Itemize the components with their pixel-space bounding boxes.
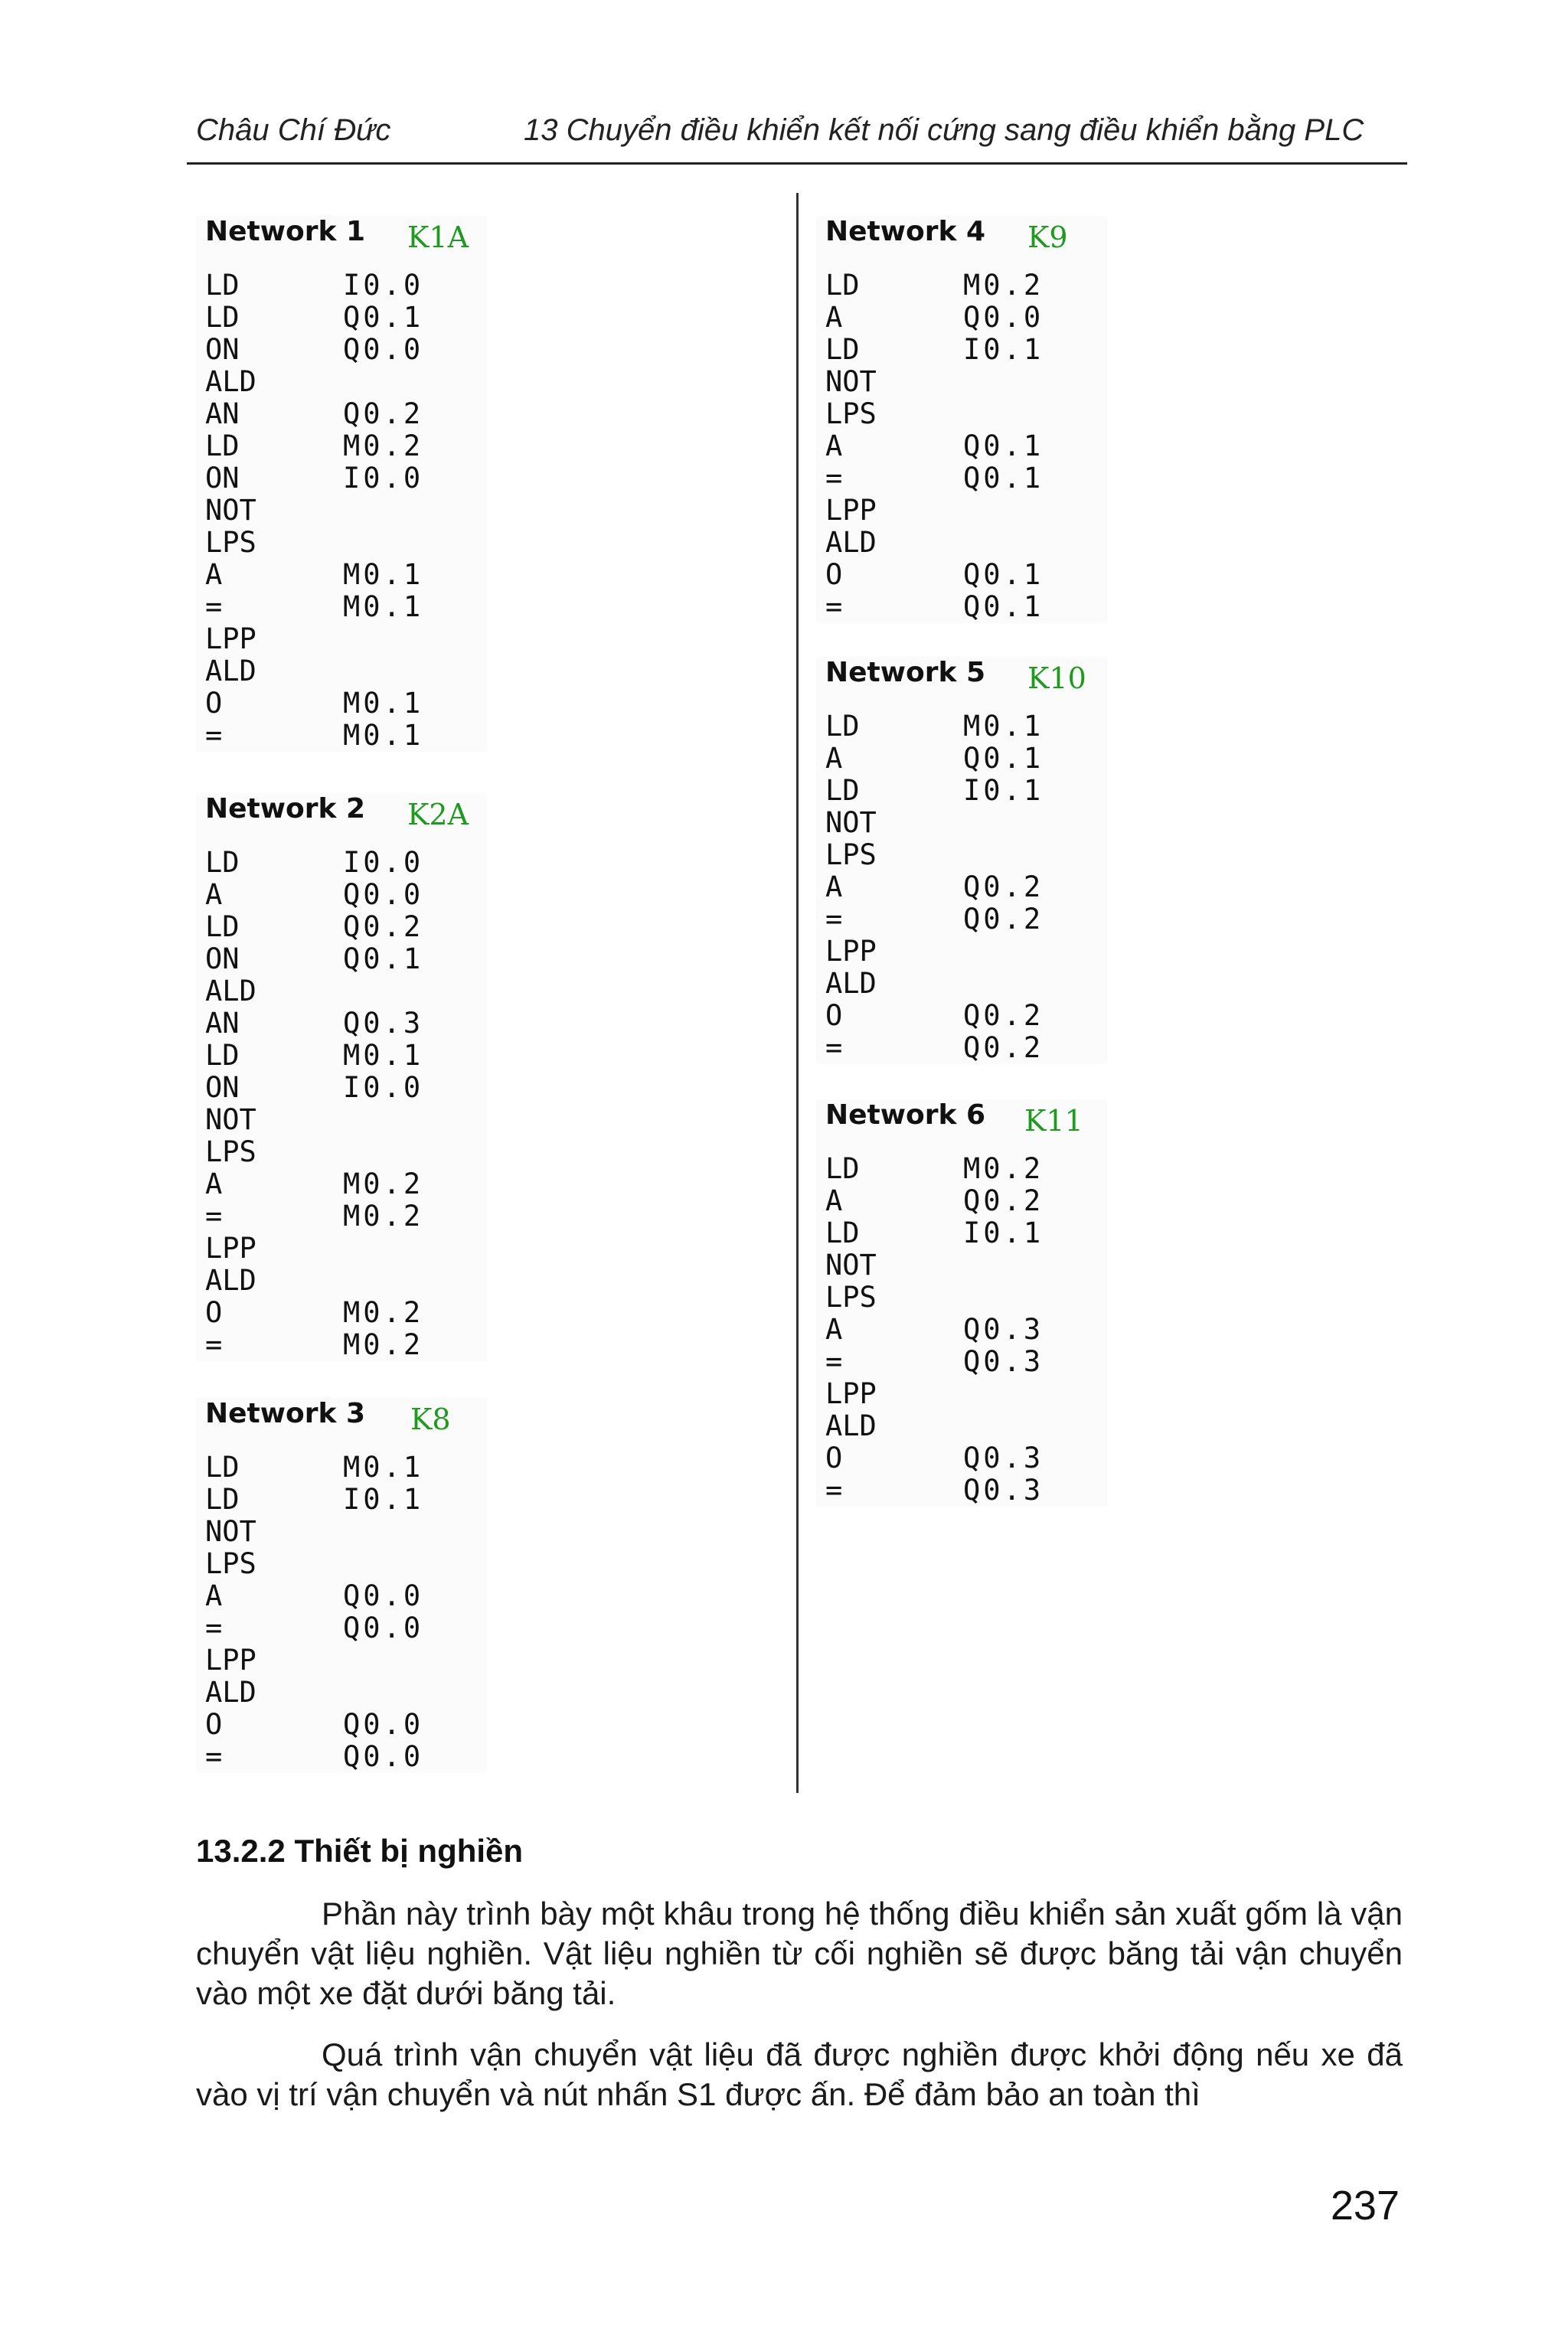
instruction-opcode: LPP	[825, 935, 877, 968]
instruction-operand: Q0.1	[963, 558, 1044, 591]
instruction-opcode: NOT	[205, 494, 256, 527]
instruction-operand: Q0.2	[963, 870, 1044, 903]
instruction-opcode: LPP	[825, 494, 877, 527]
instruction-line	[205, 1007, 487, 1040]
instruction-opcode: O	[205, 1296, 223, 1329]
instruction-opcode: LD	[825, 710, 860, 743]
instruction-line	[205, 269, 487, 302]
instruction-opcode: LPP	[205, 1232, 256, 1265]
instruction-operand: M0.2	[343, 1167, 424, 1200]
instruction-operand: Q0.0	[343, 1579, 424, 1612]
instruction-opcode: A	[205, 1167, 223, 1200]
instruction-operand: M0.1	[343, 590, 424, 623]
instruction-operand: Q0.1	[343, 301, 424, 334]
instruction-opcode: =	[205, 1200, 223, 1233]
instruction-opcode: LD	[825, 1216, 860, 1249]
network-tag: K10	[1027, 661, 1086, 695]
instruction-line	[825, 1217, 1107, 1249]
instruction-opcode: LPS	[205, 526, 256, 559]
instruction-opcode: LPS	[825, 397, 877, 430]
instruction-opcode: ALD	[205, 1264, 256, 1297]
instruction-line	[825, 743, 1107, 775]
instruction-operand: M0.1	[343, 719, 424, 752]
instruction-opcode: ON	[205, 942, 240, 975]
instruction-opcode: NOT	[825, 1249, 877, 1282]
instruction-opcode: O	[205, 687, 223, 720]
instruction-line	[825, 1032, 1107, 1064]
instruction-line	[205, 1200, 487, 1233]
instruction-operand: M0.1	[343, 1451, 424, 1484]
instruction-line	[205, 1452, 487, 1484]
instruction-opcode: A	[825, 1313, 843, 1346]
column-divider	[796, 193, 799, 1793]
network-header	[816, 216, 1107, 263]
page-header	[196, 113, 1404, 159]
instruction-opcode: LD	[205, 1451, 240, 1484]
instruction-operand: Q0.0	[343, 333, 424, 366]
instruction-operand: M0.1	[343, 1039, 424, 1072]
instruction-opcode: =	[825, 1031, 843, 1064]
instruction-line	[825, 807, 1107, 839]
network-tag: K11	[1024, 1104, 1083, 1138]
network-6-listing	[816, 1099, 1107, 1507]
instruction-opcode: NOT	[825, 806, 877, 839]
body-paragraph: Phần này trình bày một khâu trong hệ thống điều khiển sản xuất gốm là vận chuyển vật liệu nghiền. Vật liệu nghiền từ cối nghiền sẽ được băng tải vận chuyển vào một xe đặt dưới băng tải.	[196, 1896, 1403, 2011]
instruction-operand: Q0.2	[963, 903, 1044, 936]
network-5-listing	[816, 657, 1107, 1064]
network-header	[816, 1099, 1107, 1147]
instruction-line	[205, 847, 487, 879]
instruction-operand: Q0.1	[963, 590, 1044, 623]
instruction-opcode: ON	[205, 1071, 240, 1104]
instruction-line	[825, 366, 1107, 398]
instruction-line	[205, 430, 487, 462]
instruction-line	[205, 591, 487, 623]
instruction-opcode: LD	[205, 910, 240, 943]
instruction-operand: Q0.3	[963, 1313, 1044, 1346]
network-title: Network 2	[205, 793, 366, 825]
instruction-line	[825, 1153, 1107, 1185]
network-1-listing	[196, 216, 487, 752]
network-code	[196, 1452, 487, 1773]
instruction-operand: Q0.1	[343, 942, 424, 975]
instruction-opcode: AN	[205, 397, 240, 430]
instruction-line	[205, 975, 487, 1007]
instruction-line	[205, 1516, 487, 1548]
instruction-line	[205, 1136, 487, 1168]
instruction-line	[205, 1233, 487, 1265]
instruction-opcode: ON	[205, 462, 240, 495]
instruction-line	[205, 1329, 487, 1361]
instruction-line	[205, 623, 487, 655]
instruction-operand: Q0.0	[343, 1708, 424, 1741]
network-title: Network 6	[825, 1099, 986, 1131]
instruction-line	[205, 1709, 487, 1741]
instruction-opcode: A	[205, 558, 223, 591]
instruction-line	[205, 1168, 487, 1200]
instruction-line	[825, 936, 1107, 968]
instruction-opcode: LPP	[205, 1644, 256, 1677]
network-title: Network 5	[825, 657, 986, 688]
instruction-opcode: =	[825, 903, 843, 936]
instruction-opcode: O	[825, 558, 843, 591]
network-2-listing	[196, 793, 487, 1361]
instruction-line	[205, 1072, 487, 1104]
network-code	[816, 1153, 1107, 1507]
instruction-opcode: ALD	[205, 1676, 256, 1709]
instruction-line	[825, 1346, 1107, 1378]
instruction-opcode: =	[205, 1612, 223, 1644]
network-header	[196, 1398, 487, 1445]
instruction-line	[205, 1297, 487, 1329]
instruction-opcode: LD	[205, 269, 240, 302]
instruction-operand: I0.1	[963, 1216, 1044, 1249]
instruction-line	[825, 1185, 1107, 1217]
instruction-operand: Q0.1	[963, 462, 1044, 495]
instruction-opcode: LD	[825, 1152, 860, 1185]
instruction-line	[825, 1442, 1107, 1474]
instruction-opcode: LPP	[825, 1377, 877, 1410]
header-chapter-title: 13 Chuyển điều khiển kết nối cứng sang điều khiển bằng PLC	[524, 113, 1364, 147]
instruction-operand: Q0.3	[963, 1442, 1044, 1474]
instruction-opcode: LPS	[825, 1281, 877, 1314]
instruction-line	[205, 1265, 487, 1297]
instruction-opcode: ON	[205, 333, 240, 366]
instruction-line	[825, 302, 1107, 334]
instruction-opcode: A	[205, 878, 223, 911]
instruction-operand: I0.0	[343, 269, 424, 302]
instruction-line	[825, 462, 1107, 495]
instruction-opcode: ALD	[205, 655, 256, 687]
instruction-opcode: LD	[825, 333, 860, 366]
instruction-line	[205, 527, 487, 559]
network-tag: K8	[410, 1403, 451, 1436]
instruction-opcode: =	[825, 1474, 843, 1507]
instruction-line	[825, 269, 1107, 302]
instruction-line	[205, 1612, 487, 1644]
instruction-operand: Q0.2	[963, 999, 1044, 1032]
instruction-operand: I0.0	[343, 462, 424, 495]
instruction-operand: Q0.0	[343, 1612, 424, 1644]
network-header	[196, 216, 487, 263]
instruction-opcode: LD	[825, 269, 860, 302]
body-paragraph: Quá trình vận chuyển vật liệu đã được nghiền được khởi động nếu xe đã vào vị trí vận chuyển và nút nhấn S1 được ấn. Để đảm bảo an toàn thì	[196, 2036, 1403, 2112]
instruction-operand: Q0.0	[963, 301, 1044, 334]
instruction-line	[205, 495, 487, 527]
instruction-line	[825, 1249, 1107, 1282]
instruction-operand: I0.0	[343, 1071, 424, 1104]
instruction-opcode: LD	[205, 301, 240, 334]
instruction-line	[825, 1378, 1107, 1410]
instruction-opcode: LPP	[205, 622, 256, 655]
instruction-opcode: A	[205, 1579, 223, 1612]
instruction-opcode: A	[825, 870, 843, 903]
instruction-line	[825, 591, 1107, 623]
network-code	[816, 710, 1107, 1064]
instruction-opcode: LD	[205, 429, 240, 462]
network-code	[196, 847, 487, 1361]
instruction-opcode: =	[825, 590, 843, 623]
instruction-operand: M0.1	[343, 687, 424, 720]
instruction-operand: Q0.3	[343, 1007, 424, 1040]
instruction-opcode: ALD	[205, 975, 256, 1007]
instruction-operand: Q0.3	[963, 1345, 1044, 1378]
instruction-opcode: =	[205, 719, 223, 752]
instruction-opcode: ALD	[825, 526, 877, 559]
instruction-line	[205, 1580, 487, 1612]
instruction-opcode: LD	[825, 774, 860, 807]
instruction-operand: I0.1	[963, 774, 1044, 807]
page-number: 237	[1330, 2183, 1400, 2229]
instruction-line	[825, 559, 1107, 591]
instruction-line	[205, 687, 487, 720]
instruction-opcode: ALD	[825, 1409, 877, 1442]
network-tag: K1A	[407, 220, 469, 254]
instruction-opcode: =	[825, 1345, 843, 1378]
network-title: Network 4	[825, 216, 986, 247]
instruction-opcode: LD	[205, 846, 240, 879]
instruction-opcode: O	[825, 1442, 843, 1474]
instruction-line	[825, 495, 1107, 527]
network-4-listing	[816, 216, 1107, 623]
instruction-opcode: LD	[205, 1483, 240, 1516]
instruction-opcode: NOT	[205, 1515, 256, 1548]
instruction-operand: Q0.2	[963, 1031, 1044, 1064]
instruction-operand: M0.2	[343, 1328, 424, 1361]
instruction-opcode: ALD	[205, 365, 256, 398]
instruction-line	[205, 559, 487, 591]
instruction-line	[205, 366, 487, 398]
instruction-opcode: NOT	[825, 365, 877, 398]
header-author: Châu Chí Đức	[196, 113, 391, 147]
network-title: Network 3	[205, 1398, 366, 1429]
instruction-line	[205, 1104, 487, 1136]
instruction-line	[825, 1000, 1107, 1032]
instruction-opcode: O	[825, 999, 843, 1032]
instruction-operand: Q0.3	[963, 1474, 1044, 1507]
instruction-line	[825, 871, 1107, 903]
instruction-opcode: A	[825, 301, 843, 334]
instruction-opcode: A	[825, 742, 843, 775]
instruction-opcode: A	[825, 1184, 843, 1217]
instruction-opcode: NOT	[205, 1103, 256, 1136]
network-tag: K9	[1027, 220, 1068, 254]
instruction-opcode: LD	[205, 1039, 240, 1072]
instruction-opcode: ALD	[825, 967, 877, 1000]
instruction-operand: I0.0	[343, 846, 424, 879]
instruction-line	[825, 903, 1107, 936]
instruction-operand: M0.2	[963, 269, 1044, 302]
instruction-line	[825, 1282, 1107, 1314]
network-tag: K2A	[407, 798, 469, 831]
instruction-line	[205, 1484, 487, 1516]
instruction-operand: M0.2	[343, 1200, 424, 1233]
instruction-opcode: =	[205, 590, 223, 623]
instruction-line	[205, 943, 487, 975]
instruction-operand: Q0.2	[343, 910, 424, 943]
instruction-opcode: AN	[205, 1007, 240, 1040]
instruction-operand: I0.1	[963, 333, 1044, 366]
instruction-line	[205, 911, 487, 943]
instruction-line	[825, 1314, 1107, 1346]
instruction-operand: Q0.0	[343, 878, 424, 911]
network-header	[196, 793, 487, 841]
network-title: Network 1	[205, 216, 366, 247]
instruction-operand: M0.2	[343, 1296, 424, 1329]
instruction-operand: M0.1	[343, 558, 424, 591]
instruction-line	[205, 655, 487, 687]
network-code	[816, 269, 1107, 623]
instruction-line	[825, 775, 1107, 807]
instruction-line	[825, 1410, 1107, 1442]
instruction-line	[825, 968, 1107, 1000]
instruction-opcode: =	[205, 1740, 223, 1773]
instruction-line	[205, 879, 487, 911]
instruction-opcode: LPS	[205, 1135, 256, 1168]
instruction-opcode: LPS	[205, 1547, 256, 1580]
instruction-operand: Q0.2	[343, 397, 424, 430]
instruction-operand: Q0.2	[963, 1184, 1044, 1217]
network-header	[816, 657, 1107, 704]
network-3-listing	[196, 1398, 487, 1773]
instruction-opcode: LPS	[825, 838, 877, 871]
instruction-operand: M0.2	[963, 1152, 1044, 1185]
instruction-operand: Q0.0	[343, 1740, 424, 1773]
instruction-opcode: O	[205, 1708, 223, 1741]
instruction-line	[205, 1644, 487, 1677]
instruction-line	[205, 302, 487, 334]
instruction-operand: M0.2	[343, 429, 424, 462]
instruction-line	[825, 710, 1107, 743]
instruction-opcode: A	[825, 429, 843, 462]
instruction-line	[205, 1548, 487, 1580]
instruction-operand: Q0.1	[963, 429, 1044, 462]
instruction-line	[825, 430, 1107, 462]
instruction-line	[205, 1040, 487, 1072]
network-code	[196, 269, 487, 752]
instruction-line	[205, 1677, 487, 1709]
instruction-line	[825, 1474, 1107, 1507]
header-rule	[187, 162, 1407, 165]
instruction-opcode: =	[205, 1328, 223, 1361]
instruction-line	[825, 527, 1107, 559]
instruction-line	[825, 334, 1107, 366]
instruction-line	[825, 398, 1107, 430]
instruction-operand: I0.1	[343, 1483, 424, 1516]
instruction-line	[205, 1741, 487, 1773]
instruction-line	[825, 839, 1107, 871]
instruction-line	[205, 398, 487, 430]
instruction-operand: Q0.1	[963, 742, 1044, 775]
instruction-opcode: =	[825, 462, 843, 495]
instruction-operand: M0.1	[963, 710, 1044, 743]
section-heading: 13.2.2 Thiết bị nghiền	[196, 1833, 524, 1869]
instruction-line	[205, 462, 487, 495]
instruction-line	[205, 720, 487, 752]
instruction-line	[205, 334, 487, 366]
